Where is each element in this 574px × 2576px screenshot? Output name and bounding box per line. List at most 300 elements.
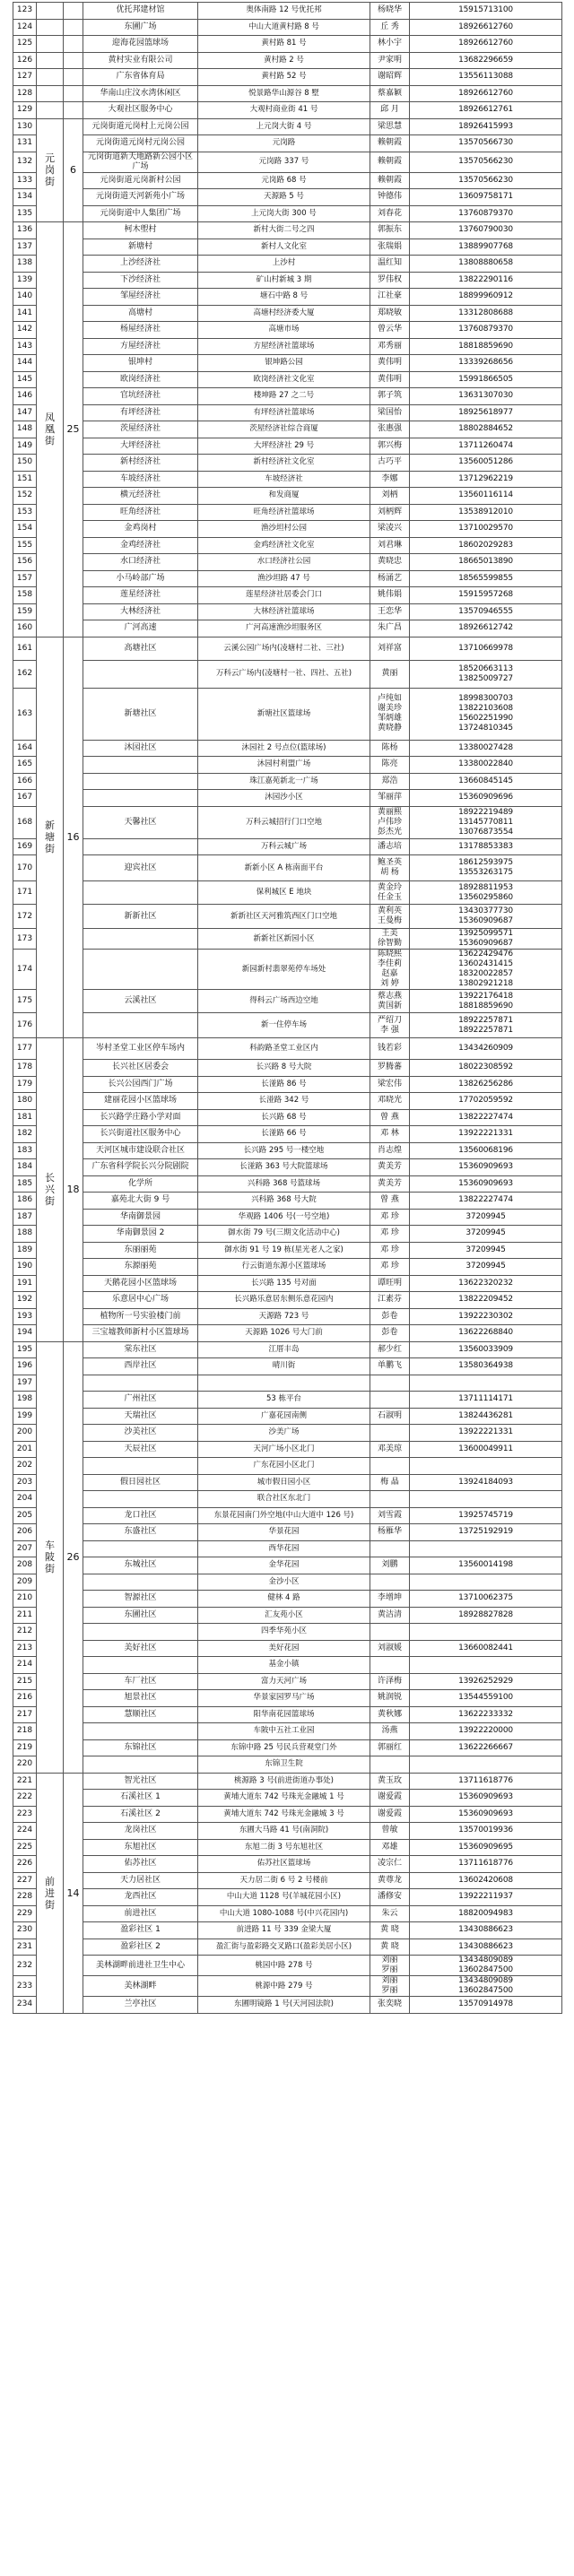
site-name: 建丽花园小区篮球场 bbox=[83, 1093, 198, 1110]
contact-phone: 13660845145 bbox=[410, 773, 562, 790]
site-name bbox=[83, 773, 198, 790]
site-name: 下沙经济社 bbox=[83, 272, 198, 289]
site-name: 迎海花园篮球场 bbox=[83, 36, 198, 53]
contact-phone: 18665013890 bbox=[410, 554, 562, 571]
row-number: 124 bbox=[13, 19, 37, 36]
site-name bbox=[83, 1723, 198, 1740]
contact-phone: 17702059592 bbox=[410, 1093, 562, 1110]
contact-phone: 13824436281 bbox=[410, 1408, 562, 1425]
site-location: 天源路 1026 号大门前 bbox=[198, 1325, 370, 1342]
site-name: 优托邦建材馆 bbox=[83, 3, 198, 20]
contact-phone: 18922219489 13145770811 13076873554 bbox=[410, 806, 562, 838]
site-name: 新新社区 bbox=[83, 905, 198, 929]
contact-phone: 13570566730 bbox=[410, 135, 562, 152]
contact-phone: 18925618977 bbox=[410, 404, 562, 421]
contact-phone: 13434260909 bbox=[410, 1038, 562, 1060]
contact-person: 曾敏 bbox=[370, 1823, 410, 1840]
table-row bbox=[13, 1013, 562, 1038]
site-location: 新一住停车场 bbox=[198, 1013, 370, 1038]
contact-person: 黄丽熙 卢伟珍 彭杰光 bbox=[370, 806, 410, 838]
contact-phone: 13710669978 bbox=[410, 637, 562, 660]
contact-person: 黄伟明 bbox=[370, 371, 410, 388]
contact-person: 陈亮 bbox=[370, 757, 410, 774]
site-name: 新塘村 bbox=[83, 239, 198, 256]
table-row bbox=[13, 222, 562, 239]
table-row bbox=[13, 1690, 562, 1707]
contact-person bbox=[370, 1491, 410, 1508]
row-number: 144 bbox=[13, 355, 37, 372]
site-location bbox=[198, 1375, 370, 1392]
row-number: 230 bbox=[13, 1922, 37, 1939]
table-row bbox=[13, 1673, 562, 1690]
contact-phone: 18922257871 18922257871 bbox=[410, 1013, 562, 1038]
contact-phone: 15360909693 bbox=[410, 1790, 562, 1807]
contact-person bbox=[370, 1458, 410, 1475]
contact-phone: 13560068196 bbox=[410, 1142, 562, 1159]
site-name bbox=[83, 1375, 198, 1392]
row-number: 222 bbox=[13, 1790, 37, 1807]
table-row bbox=[13, 1905, 562, 1922]
table-row bbox=[13, 1076, 562, 1093]
site-location: 联合社区东北门 bbox=[198, 1491, 370, 1508]
contact-person: 罗腾蕃 bbox=[370, 1060, 410, 1077]
contact-person: 谢昭辉 bbox=[370, 69, 410, 86]
table-row bbox=[13, 135, 562, 152]
contact-person: 邓秀丽 bbox=[370, 338, 410, 355]
site-name: 乐意居中心广场 bbox=[83, 1292, 198, 1309]
contact-person: 罗伟权 bbox=[370, 272, 410, 289]
table-row bbox=[13, 521, 562, 538]
site-location: 华景花园 bbox=[198, 1524, 370, 1541]
row-number: 224 bbox=[13, 1823, 37, 1840]
contact-person: 谢爱霞 bbox=[370, 1806, 410, 1823]
contact-person: 杨涌艺 bbox=[370, 570, 410, 587]
table-row bbox=[13, 52, 562, 69]
row-number: 151 bbox=[13, 471, 37, 488]
contact-person: 邹丽萍 bbox=[370, 790, 410, 807]
table-row bbox=[13, 806, 562, 838]
site-location: 中山大道黄村路 8 号 bbox=[198, 19, 370, 36]
table-row bbox=[13, 929, 562, 950]
row-number: 220 bbox=[13, 1756, 37, 1774]
row-number: 168 bbox=[13, 806, 37, 838]
row-number: 213 bbox=[13, 1640, 37, 1657]
table-row bbox=[13, 388, 562, 405]
site-location: 前进路 11 号 339 金梁大厦 bbox=[198, 1922, 370, 1939]
contact-person: 姚润锐 bbox=[370, 1690, 410, 1707]
table-row bbox=[13, 1591, 562, 1608]
site-name: 大林经济社 bbox=[83, 603, 198, 620]
row-number: 179 bbox=[13, 1076, 37, 1093]
count-cell bbox=[64, 85, 83, 102]
row-number: 137 bbox=[13, 239, 37, 256]
site-name bbox=[83, 1756, 198, 1774]
site-name: 石溪社区 2 bbox=[83, 1806, 198, 1823]
contact-phone bbox=[410, 1458, 562, 1475]
contact-phone: 13711618776 bbox=[410, 1856, 562, 1873]
site-name: 天辰社区 bbox=[83, 1441, 198, 1458]
street-group-label: 凤凰街 bbox=[37, 222, 64, 637]
contact-person: 李娜 bbox=[370, 471, 410, 488]
row-number: 233 bbox=[13, 1976, 37, 1997]
row-number: 157 bbox=[13, 570, 37, 587]
contact-person: 江素芬 bbox=[370, 1292, 410, 1309]
contact-phone: 13889907768 bbox=[410, 239, 562, 256]
contact-person: 黄尊龙 bbox=[370, 1872, 410, 1889]
row-number: 130 bbox=[13, 118, 37, 135]
row-number: 218 bbox=[13, 1723, 37, 1740]
site-name: 欧岗经济社 bbox=[83, 371, 198, 388]
contact-person: 卢纯如 谢美珍 邹炳雄 黄晓静 bbox=[370, 688, 410, 740]
table-row bbox=[13, 838, 562, 855]
street-site-count: 18 bbox=[64, 1038, 83, 1342]
row-number: 150 bbox=[13, 455, 37, 472]
row-number: 217 bbox=[13, 1706, 37, 1723]
street-cell bbox=[37, 85, 64, 102]
site-name bbox=[83, 881, 198, 905]
contact-phone: 13380027428 bbox=[410, 740, 562, 757]
contact-person: 梁思慧 bbox=[370, 118, 410, 135]
site-name: 华南山庄汶水湾休闲区 bbox=[83, 85, 198, 102]
street-site-count: 16 bbox=[64, 637, 83, 1038]
row-number: 194 bbox=[13, 1325, 37, 1342]
site-location: 金华花园 bbox=[198, 1557, 370, 1574]
site-name: 小马岭部广场 bbox=[83, 570, 198, 587]
table-row bbox=[13, 289, 562, 306]
row-number: 190 bbox=[13, 1259, 37, 1276]
row-number: 227 bbox=[13, 1872, 37, 1889]
table-row bbox=[13, 1773, 562, 1790]
contact-person: 郭兴梅 bbox=[370, 438, 410, 455]
contact-person: 刘雪霞 bbox=[370, 1507, 410, 1524]
row-number: 161 bbox=[13, 637, 37, 660]
site-name: 东圃广场 bbox=[83, 19, 198, 36]
table-row bbox=[13, 537, 562, 554]
contact-phone: 18928811953 13560295860 bbox=[410, 881, 562, 905]
contact-phone: 18520663113 13825009727 bbox=[410, 660, 562, 688]
site-location: 大观村商业街 41 号 bbox=[198, 102, 370, 119]
table-row bbox=[13, 371, 562, 388]
site-name bbox=[83, 1540, 198, 1557]
site-name bbox=[83, 790, 198, 807]
row-number: 178 bbox=[13, 1060, 37, 1077]
table-row bbox=[13, 1557, 562, 1574]
contact-person: 郝少红 bbox=[370, 1341, 410, 1358]
contact-person: 姚伟娟 bbox=[370, 587, 410, 604]
table-row bbox=[13, 172, 562, 189]
street-site-count: 6 bbox=[64, 118, 83, 222]
row-number: 129 bbox=[13, 102, 37, 119]
row-number: 209 bbox=[13, 1574, 37, 1591]
contact-phone: 13760879370 bbox=[410, 322, 562, 339]
site-location: 长兴路乐意居东侧乐意花园内 bbox=[198, 1292, 370, 1309]
site-name: 美好社区 bbox=[83, 1640, 198, 1657]
site-name: 有坪经济社 bbox=[83, 404, 198, 421]
row-number: 135 bbox=[13, 205, 37, 222]
site-name: 云溪社区 bbox=[83, 990, 198, 1013]
site-table bbox=[13, 2, 561, 2014]
table-row bbox=[13, 1292, 562, 1309]
contact-person: 陈杨 bbox=[370, 740, 410, 757]
contact-person: 钱若彩 bbox=[370, 1038, 410, 1060]
contact-phone bbox=[410, 1540, 562, 1557]
site-name: 茨屋经济社 bbox=[83, 421, 198, 438]
table-row bbox=[13, 1574, 562, 1591]
site-name bbox=[83, 1491, 198, 1508]
table-row bbox=[13, 1193, 562, 1210]
row-number: 171 bbox=[13, 881, 37, 905]
row-number: 191 bbox=[13, 1275, 37, 1292]
table-row bbox=[13, 1856, 562, 1873]
contact-phone: 13434809089 13602847500 bbox=[410, 1976, 562, 1997]
contact-person: 刘鹏 bbox=[370, 1557, 410, 1574]
row-number: 169 bbox=[13, 838, 37, 855]
row-number: 147 bbox=[13, 404, 37, 421]
contact-phone: 13560116114 bbox=[410, 488, 562, 505]
row-number: 210 bbox=[13, 1591, 37, 1608]
row-number: 166 bbox=[13, 773, 37, 790]
site-location: 盈汇街与盈彩路交叉路口(盈彩美居小区) bbox=[198, 1939, 370, 1956]
contact-person: 杨雁华 bbox=[370, 1524, 410, 1541]
site-name: 旭景社区 bbox=[83, 1690, 198, 1707]
row-number: 195 bbox=[13, 1341, 37, 1358]
street-cell bbox=[37, 36, 64, 53]
site-name: 新村经济社 bbox=[83, 455, 198, 472]
contact-person: 郑浩 bbox=[370, 773, 410, 790]
site-location: 上元岗大街 4 号 bbox=[198, 118, 370, 135]
site-name: 横元经济社 bbox=[83, 488, 198, 505]
site-location: 广嘉花园南侧 bbox=[198, 1408, 370, 1425]
contact-person bbox=[370, 1540, 410, 1557]
contact-person bbox=[370, 1574, 410, 1591]
site-location: 广河高速渔沙坦服务区 bbox=[198, 620, 370, 637]
site-name: 慧顺社区 bbox=[83, 1706, 198, 1723]
contact-person: 梁国怡 bbox=[370, 404, 410, 421]
contact-phone: 13925745719 bbox=[410, 1507, 562, 1524]
table-row bbox=[13, 404, 562, 421]
street-group-label: 车陂街 bbox=[37, 1341, 64, 1773]
contact-phone: 13822227474 bbox=[410, 1193, 562, 1210]
table-row bbox=[13, 1341, 562, 1358]
contact-person: 黄 晓 bbox=[370, 1939, 410, 1956]
row-number: 183 bbox=[13, 1142, 37, 1159]
contact-phone: 13622266667 bbox=[410, 1739, 562, 1756]
row-number: 215 bbox=[13, 1673, 37, 1690]
contact-person: 黄美芳 bbox=[370, 1159, 410, 1176]
table-row bbox=[13, 603, 562, 620]
site-location: 方屋经济社篮球场 bbox=[198, 338, 370, 355]
site-name bbox=[83, 1458, 198, 1475]
contact-phone: 37209945 bbox=[410, 1209, 562, 1226]
contact-person: 曾 燕 bbox=[370, 1109, 410, 1126]
table-row bbox=[13, 1922, 562, 1939]
street-cell bbox=[37, 52, 64, 69]
contact-phone: 13922221331 bbox=[410, 1126, 562, 1143]
site-location: 晴川街 bbox=[198, 1358, 370, 1375]
contact-phone bbox=[410, 1657, 562, 1674]
table-row bbox=[13, 256, 562, 273]
site-location: 新村人文化室 bbox=[198, 239, 370, 256]
row-number: 155 bbox=[13, 537, 37, 554]
row-number: 182 bbox=[13, 1126, 37, 1143]
row-number: 206 bbox=[13, 1524, 37, 1541]
contact-phone: 13622320232 bbox=[410, 1275, 562, 1292]
row-number: 192 bbox=[13, 1292, 37, 1309]
contact-person: 赖朝霞 bbox=[370, 152, 410, 172]
contact-phone: 18899960912 bbox=[410, 289, 562, 306]
site-name: 长兴公园西门广场 bbox=[83, 1076, 198, 1093]
site-location: 金沙小区 bbox=[198, 1574, 370, 1591]
site-location: 富力天河广场 bbox=[198, 1673, 370, 1690]
row-number: 216 bbox=[13, 1690, 37, 1707]
row-number: 128 bbox=[13, 85, 37, 102]
street-cell bbox=[37, 19, 64, 36]
site-location: 车坡经济社 bbox=[198, 471, 370, 488]
table-row bbox=[13, 205, 562, 222]
site-name: 华南御景园 2 bbox=[83, 1226, 198, 1243]
row-number: 160 bbox=[13, 620, 37, 637]
site-name: 天馨社区 bbox=[83, 806, 198, 838]
contact-person: 黄 晓 bbox=[370, 1922, 410, 1939]
site-location: 黄村路 2 号 bbox=[198, 52, 370, 69]
table-row bbox=[13, 1540, 562, 1557]
site-location: 黄埔大道东 742 号珠光金融城 3 号 bbox=[198, 1806, 370, 1823]
site-name bbox=[83, 838, 198, 855]
contact-phone bbox=[410, 1756, 562, 1774]
contact-person: 邓 林 bbox=[370, 1126, 410, 1143]
table-row bbox=[13, 1790, 562, 1807]
table-row bbox=[13, 1408, 562, 1425]
row-number: 123 bbox=[13, 3, 37, 20]
contact-phone: 13580364938 bbox=[410, 1358, 562, 1375]
contact-phone: 13922220000 bbox=[410, 1723, 562, 1740]
count-cell bbox=[64, 3, 83, 20]
table-row bbox=[13, 1823, 562, 1840]
row-number: 136 bbox=[13, 222, 37, 239]
contact-phone bbox=[410, 1491, 562, 1508]
row-number: 186 bbox=[13, 1193, 37, 1210]
site-location: 城市假日园小区 bbox=[198, 1474, 370, 1491]
street-site-count: 25 bbox=[64, 222, 83, 637]
site-location: 塘石中路 8 号 bbox=[198, 289, 370, 306]
contact-person: 刘春花 bbox=[370, 205, 410, 222]
site-location: 元岗路 bbox=[198, 135, 370, 152]
contact-phone: 13560014198 bbox=[410, 1557, 562, 1574]
site-name: 水口经济社 bbox=[83, 554, 198, 571]
contact-phone: 18926612760 bbox=[410, 36, 562, 53]
site-location: 行云街道东源小区篮球场 bbox=[198, 1259, 370, 1276]
row-number: 203 bbox=[13, 1474, 37, 1491]
row-number: 170 bbox=[13, 855, 37, 881]
row-number: 226 bbox=[13, 1856, 37, 1873]
site-name: 岑村圣堂工业区停车场内 bbox=[83, 1038, 198, 1060]
contact-person: 谢爱霞 bbox=[370, 1790, 410, 1807]
table-row bbox=[13, 1458, 562, 1475]
site-location: 沐园社 2 号点位(篮球场) bbox=[198, 740, 370, 757]
row-number: 197 bbox=[13, 1375, 37, 1392]
site-location: 欧岗经济社文化室 bbox=[198, 371, 370, 388]
table-row bbox=[13, 1392, 562, 1409]
table-row bbox=[13, 1038, 562, 1060]
site-name: 金鸡岗村 bbox=[83, 521, 198, 538]
contact-person: 黄秋娜 bbox=[370, 1706, 410, 1723]
contact-person: 杨晓华 bbox=[370, 3, 410, 20]
site-location: 兴科路 368 号篮球场 bbox=[198, 1175, 370, 1193]
contact-person: 郑晓敏 bbox=[370, 305, 410, 322]
site-location: 大坪经济社 29 号 bbox=[198, 438, 370, 455]
site-name: 植物所一号实验楼门前 bbox=[83, 1308, 198, 1325]
row-number: 131 bbox=[13, 135, 37, 152]
contact-phone: 15360909695 bbox=[410, 1839, 562, 1856]
contact-phone: 13600049911 bbox=[410, 1441, 562, 1458]
table-row bbox=[13, 1657, 562, 1674]
site-location: 桃园中路 278 号 bbox=[198, 1956, 370, 1976]
site-location: 西华花园 bbox=[198, 1540, 370, 1557]
street-site-count: 14 bbox=[64, 1773, 83, 2013]
contact-phone: 13538912010 bbox=[410, 504, 562, 521]
contact-phone: 13682296659 bbox=[410, 52, 562, 69]
row-number: 141 bbox=[13, 305, 37, 322]
contact-phone: 13822209452 bbox=[410, 1292, 562, 1309]
row-number: 134 bbox=[13, 189, 37, 206]
table-row bbox=[13, 790, 562, 807]
site-location: 和发商厦 bbox=[198, 488, 370, 505]
contact-phone: 13822290116 bbox=[410, 272, 562, 289]
row-number: 180 bbox=[13, 1093, 37, 1110]
table-row bbox=[13, 1624, 562, 1641]
table-row bbox=[13, 1358, 562, 1375]
contact-phone: 13622268840 bbox=[410, 1325, 562, 1342]
contact-phone: 37209945 bbox=[410, 1242, 562, 1259]
site-name: 广东省体育局 bbox=[83, 69, 198, 86]
table-row bbox=[13, 1524, 562, 1541]
contact-phone: 37209945 bbox=[410, 1226, 562, 1243]
site-name: 莲星经济社 bbox=[83, 587, 198, 604]
contact-phone: 18602029283 bbox=[410, 537, 562, 554]
table-row bbox=[13, 1142, 562, 1159]
site-location: 新园新村翡翠苑停车场处 bbox=[198, 950, 370, 990]
site-location: 金鸡经济社文化室 bbox=[198, 537, 370, 554]
contact-phone: 13925099571 15360909687 bbox=[410, 929, 562, 950]
site-location: 保利城区 E 地块 bbox=[198, 881, 370, 905]
site-name: 新塘社区 bbox=[83, 688, 198, 740]
row-number: 149 bbox=[13, 438, 37, 455]
site-name: 东圃社区 bbox=[83, 1607, 198, 1624]
contact-person: 温红知 bbox=[370, 256, 410, 273]
contact-phone: 18818859690 bbox=[410, 338, 562, 355]
contact-person: 赖朝霞 bbox=[370, 172, 410, 189]
site-name: 长兴社区居委会 bbox=[83, 1060, 198, 1077]
table-row bbox=[13, 85, 562, 102]
contact-phone: 13922211937 bbox=[410, 1889, 562, 1906]
table-row bbox=[13, 757, 562, 774]
contact-phone: 18802884652 bbox=[410, 421, 562, 438]
site-location: 元岗路 68 号 bbox=[198, 172, 370, 189]
row-number: 196 bbox=[13, 1358, 37, 1375]
contact-phone: 15360909693 bbox=[410, 1806, 562, 1823]
site-name: 元岗街道天河新苑小广场 bbox=[83, 189, 198, 206]
table-row bbox=[13, 1126, 562, 1143]
site-location: 万科云城招行门口空地 bbox=[198, 806, 370, 838]
contact-person: 江社豪 bbox=[370, 289, 410, 306]
site-location: 华观路 1406 号(一号空地) bbox=[198, 1209, 370, 1226]
contact-person: 汤燕 bbox=[370, 1723, 410, 1740]
contact-person: 黄晓忠 bbox=[370, 554, 410, 571]
contact-phone: 15360909696 bbox=[410, 790, 562, 807]
contact-person: 刘丽 罗丽 bbox=[370, 1976, 410, 1997]
site-location: 中山大道 1080-1088 号(中兴花园内) bbox=[198, 1905, 370, 1922]
contact-person: 梅 晶 bbox=[370, 1474, 410, 1491]
